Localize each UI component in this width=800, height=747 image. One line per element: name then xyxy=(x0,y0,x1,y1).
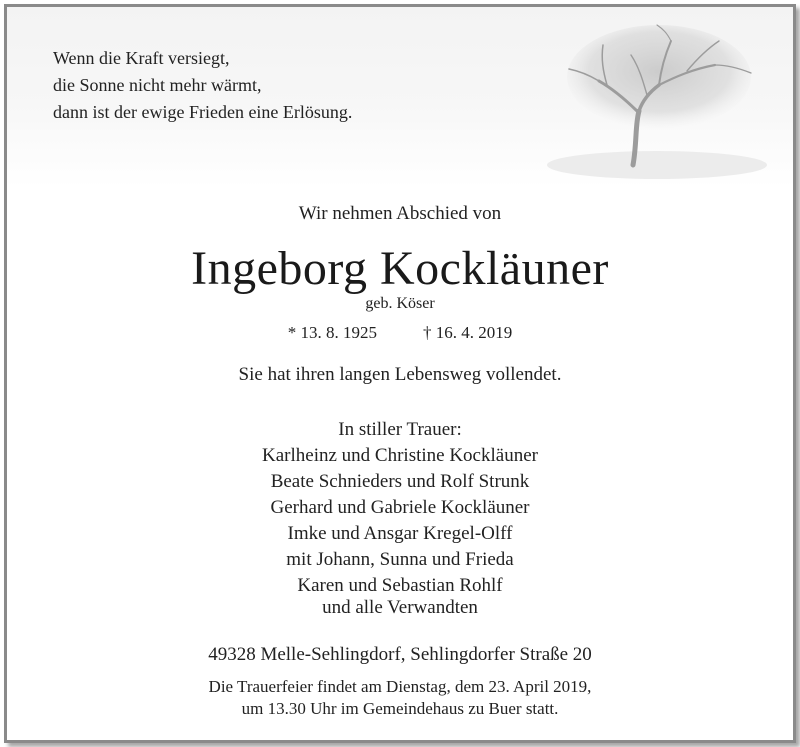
service-line: um 13.30 Uhr im Gemeindehaus zu Buer statt. xyxy=(241,699,559,718)
service-line: Die Trauerfeier findet am Dienstag, dem 23. April 2019, xyxy=(208,677,592,696)
deceased-name: Ingeborg Kockläuner xyxy=(191,242,609,295)
relatives-text: und alle Verwandten xyxy=(322,597,478,618)
poem xyxy=(53,45,352,126)
mourner-name: mit Johann, Sunna und Frieda xyxy=(286,549,514,570)
mourner-name: Karen und Sebastian Rohlf xyxy=(297,575,503,596)
mourners-heading: In stiller Trauer: xyxy=(338,419,462,440)
intro-text: Wir nehmen Abschied von xyxy=(298,203,502,224)
obituary-card xyxy=(4,4,796,743)
address: 49328 Melle-Sehlingdorf, Sehlingdorfer Straße 20 xyxy=(208,644,592,665)
death-date: † 16. 4. 2019 xyxy=(423,323,513,342)
mourner-name: Imke und Ansgar Kregel-Olff xyxy=(287,523,513,544)
bare-tree-icon xyxy=(547,15,793,190)
life-dates xyxy=(7,323,793,343)
maiden-name: geb. Köser xyxy=(365,295,435,312)
life-statement: Sie hat ihren langen Lebensweg vollendet. xyxy=(238,364,562,385)
poem-line: dann ist der ewige Frieden eine Erlösung. xyxy=(53,102,353,122)
service-info xyxy=(7,676,793,720)
poem-line: Wenn die Kraft versiegt, xyxy=(53,48,230,68)
poem-line: die Sonne nicht mehr wärmt, xyxy=(53,75,262,95)
mourner-name: Beate Schnieders und Rolf Strunk xyxy=(270,471,530,492)
birth-date: * 13. 8. 1925 xyxy=(287,323,377,342)
mourners-list xyxy=(7,417,793,599)
mourner-name: Karlheinz und Christine Kockläuner xyxy=(262,445,538,466)
mourner-name: Gerhard und Gabriele Kockläuner xyxy=(270,497,530,518)
